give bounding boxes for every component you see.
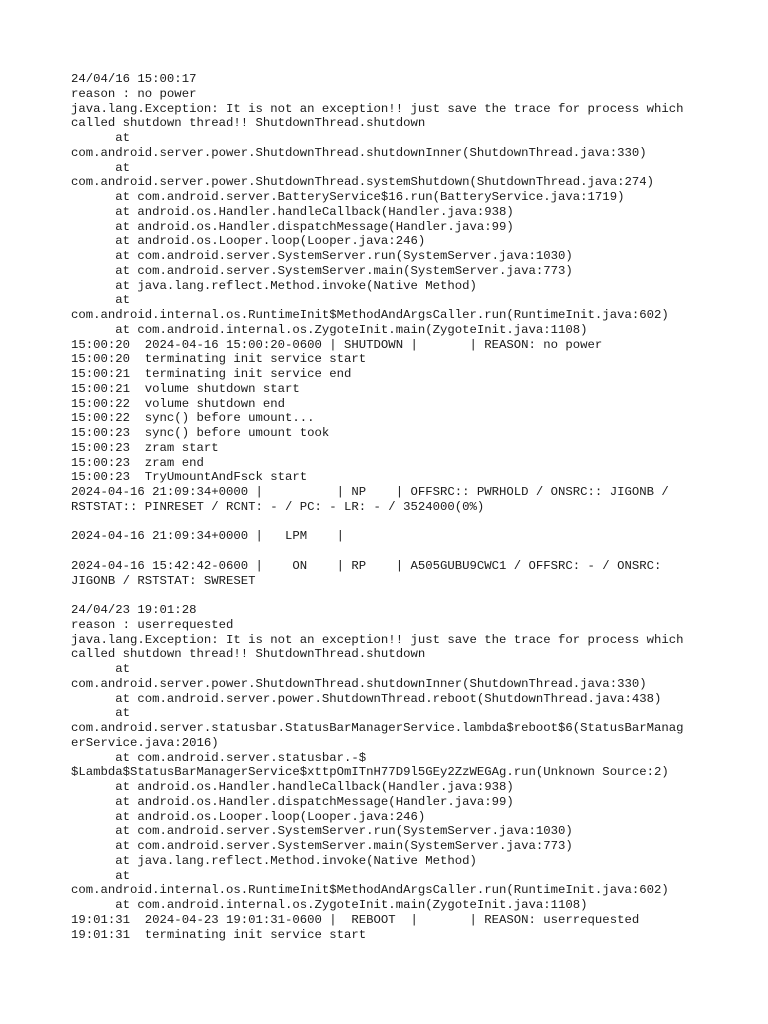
log-line: 19:01:31 terminating init service start: [71, 927, 367, 942]
log-line: java.lang.Exception: It is not an exception!! just save the trace for process which: [71, 101, 684, 116]
log-line: at: [71, 662, 131, 676]
log-line: 15:00:23 zram end: [71, 455, 204, 470]
log-line: at: [71, 868, 131, 883]
log-line: called shutdown thread!! ShutdownThread.shutdown: [71, 116, 426, 131]
log-line: at android.os.Handler.handleCallback(Handler.java:938): [71, 780, 514, 794]
log-line: $Lambda$StatusBarManagerService$xttpOmITnH77D9l5GEy2ZzWEGAg.run(Unknown Source:2): [71, 765, 669, 780]
log-line: erService.java:2016): [71, 735, 219, 750]
log-line: JIGONB / RSTSTAT: SWRESET: [71, 573, 256, 588]
log-line: at java.lang.reflect.Method.invoke(Native Method): [71, 278, 477, 293]
log-line: at android.os.Handler.handleCallback(Handler.java:938): [71, 204, 514, 219]
log-line: 15:00:21 terminating init service end: [71, 367, 352, 381]
log-line: com.android.server.power.ShutdownThread.systemShutdown(ShutdownThread.java:274): [71, 175, 654, 190]
log-line: at android.os.Looper.loop(Looper.java:246): [71, 809, 426, 824]
log-line: 15:00:23 zram start: [71, 440, 219, 455]
log-document: [71, 72, 711, 942]
log-line: RSTSTAT:: PINRESET / RCNT: - / PC: - LR: - / 3524000(0%): [71, 499, 485, 514]
log-line: at com.android.server.SystemServer.run(SystemServer.java:1030): [71, 824, 573, 839]
log-line: 19:01:31 2024-04-23 19:01:31-0600 | REBOOT | | REASON: userrequested: [71, 912, 640, 927]
log-line: 15:00:22 sync() before umount...: [71, 411, 315, 426]
log-line: 15:00:21 volume shutdown start: [71, 381, 300, 396]
log-line: com.android.server.power.ShutdownThread.shutdownInner(ShutdownThread.java:330): [71, 145, 647, 160]
log-line: called shutdown thread!! ShutdownThread.shutdown: [71, 647, 426, 662]
log-line: at com.android.server.statusbar.-$: [71, 750, 367, 765]
log-line: 15:00:20 2024-04-16 15:00:20-0600 | SHUTDOWN | | REASON: no power: [71, 337, 603, 352]
log-line: com.android.server.power.ShutdownThread.shutdownInner(ShutdownThread.java:330): [71, 676, 647, 691]
log-line: 15:00:22 volume shutdown end: [71, 396, 286, 411]
log-line: at com.android.internal.os.ZygoteInit.main(ZygoteInit.java:1108): [71, 898, 588, 912]
log-line: at com.android.server.BatteryService$16.run(BatteryService.java:1719): [71, 190, 625, 204]
log-line: reason : userrequested: [71, 617, 234, 632]
log-line: at: [71, 706, 131, 721]
log-line: 2024-04-16 15:42:42-0600 | ON | RP | A505GUBU9CWC1 / OFFSRC: - / ONSRC:: [71, 558, 662, 573]
log-line: 15:00:20 terminating init service start: [71, 352, 367, 367]
log-line: at: [71, 131, 131, 145]
log-line: 24/04/16 15:00:17: [71, 72, 197, 86]
log-line: 2024-04-16 21:09:34+0000 | LPM |: [71, 529, 345, 544]
log-line: [71, 544, 711, 559]
log-line: at android.os.Looper.loop(Looper.java:246): [71, 234, 426, 249]
log-line: at: [71, 293, 131, 308]
log-line: 24/04/23 19:01:28: [71, 603, 197, 617]
log-line: 15:00:23 sync() before umount took: [71, 426, 330, 440]
log-line: java.lang.Exception: It is not an exception!! just save the trace for process which: [71, 632, 684, 647]
log-line: com.android.internal.os.RuntimeInit$MethodAndArgsCaller.run(RuntimeInit.java:602): [71, 308, 669, 322]
log-line: at com.android.internal.os.ZygoteInit.main(ZygoteInit.java:1108): [71, 322, 588, 337]
log-line: at com.android.server.SystemServer.main(SystemServer.java:773): [71, 839, 573, 853]
log-line: at com.android.server.SystemServer.main(SystemServer.java:773): [71, 263, 573, 278]
log-line: at com.android.server.SystemServer.run(SystemServer.java:1030): [71, 249, 573, 263]
log-line: reason : no power: [71, 86, 197, 101]
log-line: 2024-04-16 21:09:34+0000 | | NP | OFFSRC:: PWRHOLD / ONSRC:: JIGONB /: [71, 485, 669, 499]
log-line: at android.os.Handler.dispatchMessage(Handler.java:99): [71, 794, 514, 809]
log-line: at com.android.server.power.ShutdownThread.reboot(ShutdownThread.java:438): [71, 691, 662, 706]
log-line: com.android.internal.os.RuntimeInit$MethodAndArgsCaller.run(RuntimeInit.java:602): [71, 883, 669, 898]
log-line: 15:00:23 TryUmountAndFsck start: [71, 470, 308, 485]
log-line: at java.lang.reflect.Method.invoke(Native Method): [71, 853, 477, 868]
log-line: at: [71, 160, 131, 175]
log-line: [71, 515, 711, 530]
log-line: [71, 588, 711, 603]
log-line: at android.os.Handler.dispatchMessage(Handler.java:99): [71, 219, 514, 234]
log-text-block: [71, 72, 711, 942]
log-line: com.android.server.statusbar.StatusBarManagerService.lambda$reboot$6(StatusBarManag: [71, 721, 684, 735]
